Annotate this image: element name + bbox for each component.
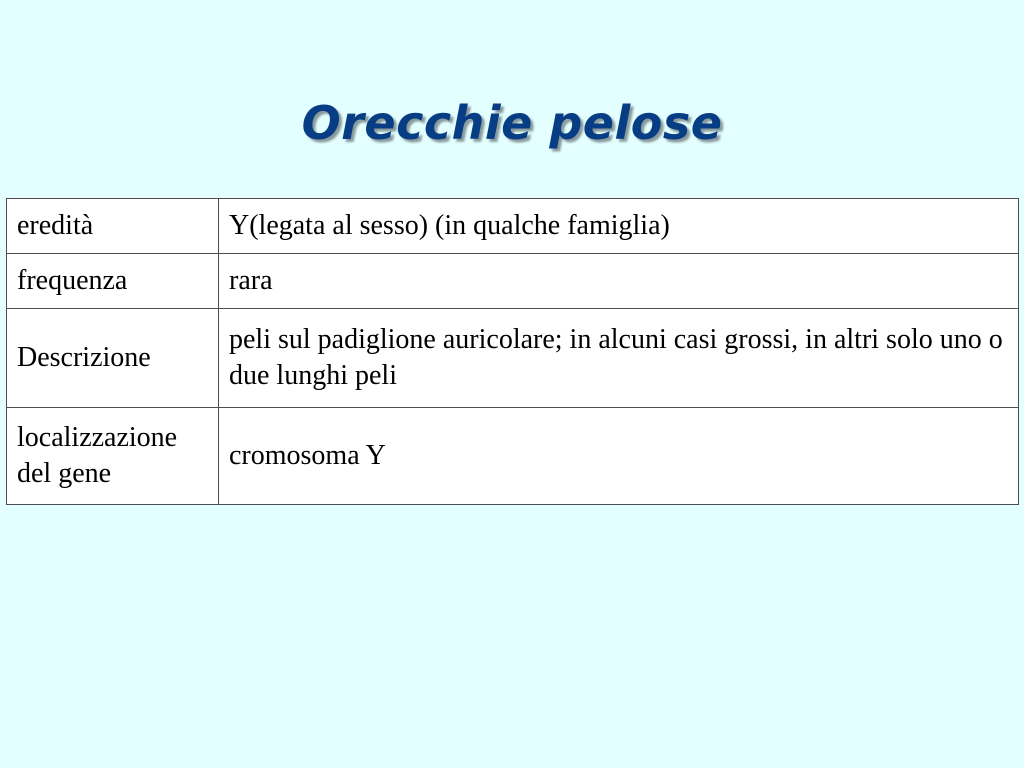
row-label-ereditarieta: eredità: [7, 199, 219, 254]
row-value-descrizione: peli sul padiglione auricolare; in alcuni casi grossi, in altri solo uno o due lunghi peli: [219, 309, 1019, 408]
table-row: [7, 408, 1019, 505]
row-value-frequenza: rara: [219, 254, 1019, 309]
row-label-frequenza: frequenza: [7, 254, 219, 309]
row-label-localizzazione: localizzazione del gene: [7, 408, 219, 505]
slide-title: Orecchie pelose: [301, 96, 723, 150]
table-row: [7, 309, 1019, 408]
table-row: [7, 199, 1019, 254]
info-table: [6, 198, 1019, 505]
row-value-ereditarieta: Y(legata al sesso) (in qualche famiglia): [219, 199, 1019, 254]
table-row: [7, 254, 1019, 309]
row-value-localizzazione: cromosoma Y: [219, 408, 1019, 505]
row-label-descrizione: Descrizione: [7, 309, 219, 408]
